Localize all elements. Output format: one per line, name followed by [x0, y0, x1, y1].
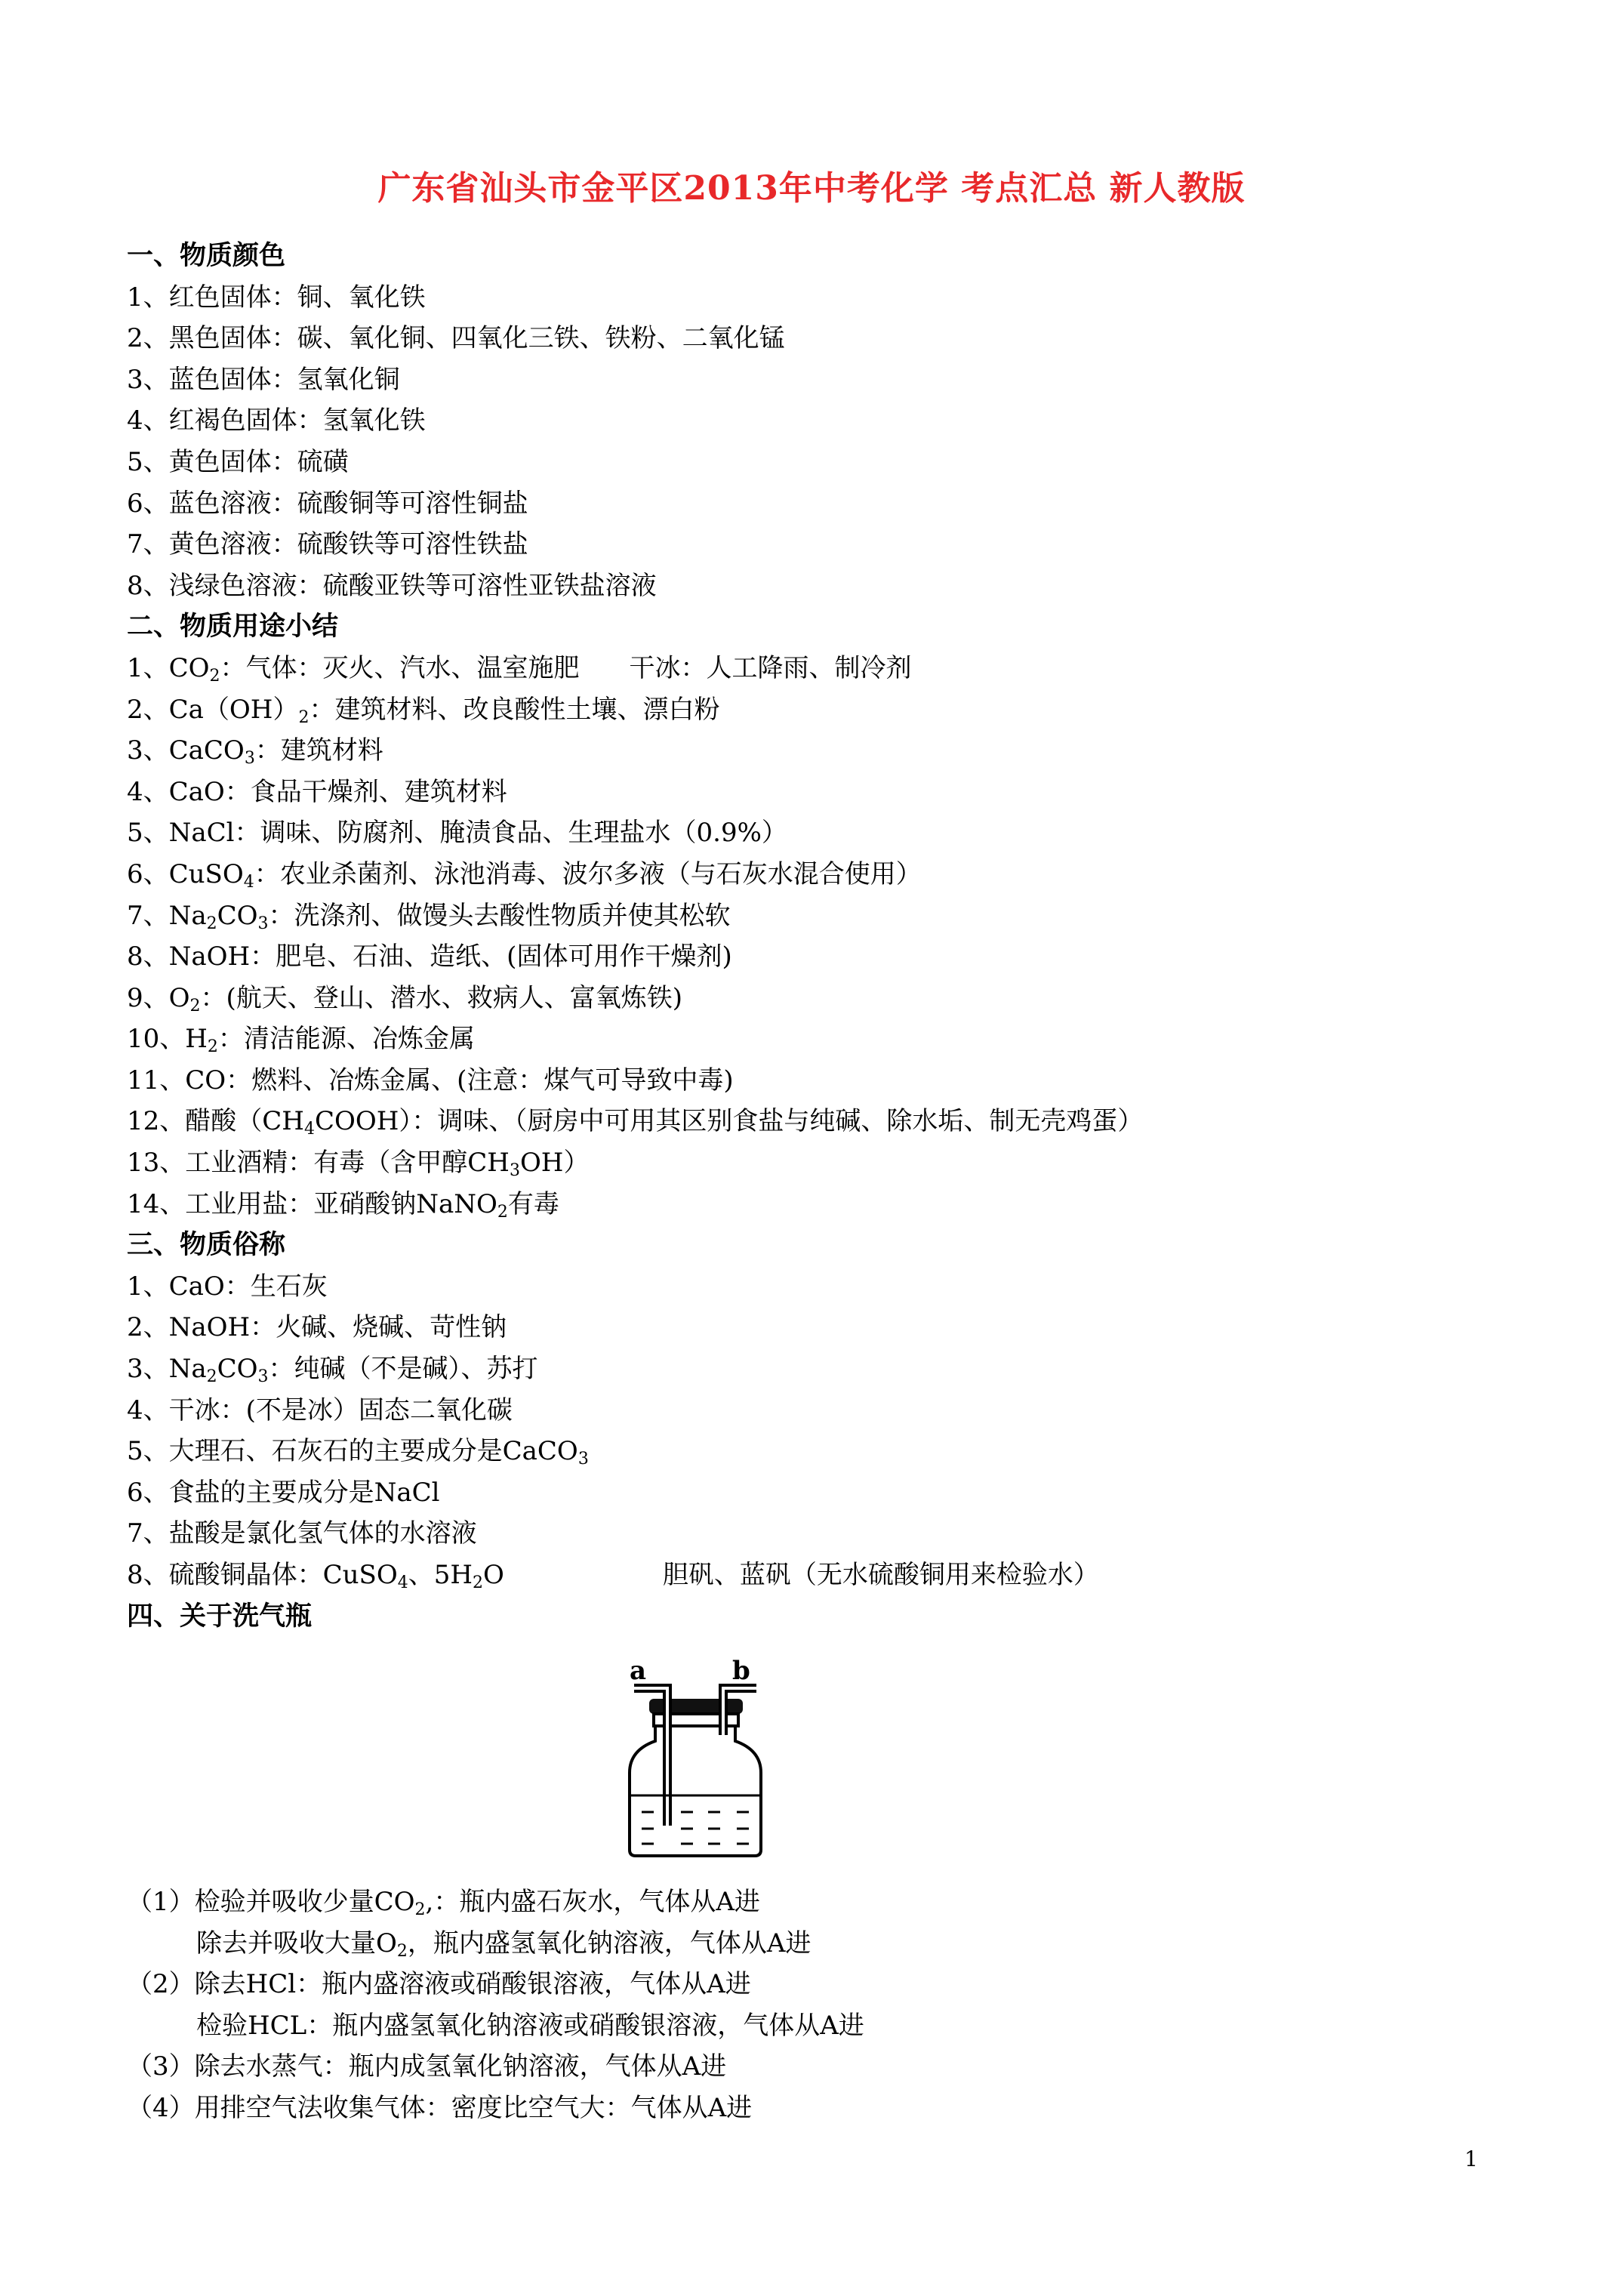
list-item: （1）检验并吸收少量$CO_2$,：瓶内盛石灰水，气体从A进 — [127, 1887, 760, 1919]
list-item: 8、浅绿色溶液：硫酸亚铁等可溶性亚铁盐溶液 — [127, 570, 657, 601]
list-item: 除去并吸收大量$O_2$，瓶内盛氢氧化钠溶液，气体从A进 — [196, 1928, 812, 1961]
list-item: 8、硫酸铜晶体：CuSO$_4$、$5H_2O$ 胆矾、蓝矾（无水硫酸铜用来检验水） — [127, 1560, 1099, 1592]
list-item: 9、$O_2$：(航天、登山、潜水、救病人、富氧炼铁) — [127, 982, 683, 1015]
list-item: 3、$Na_2CO_3$：纯碱（不是碱）、苏打 — [127, 1354, 538, 1387]
list-item: 2、黑色固体：碳、氧化铜、四氧化三铁、铁粉、二氧化锰 — [127, 323, 785, 354]
list-item: 1、红色固体：铜、氧化铁 — [127, 282, 426, 313]
list-item: 7、黄色溶液：硫酸铁等可溶性铁盐 — [127, 529, 528, 560]
list-item: 12、醋酸$(CH_4COOH)$：调味、（厨房中可用其区别食盐与纯碱、除水垢、制无壳鸡蛋） — [127, 1106, 1144, 1139]
list-item: 14、工业用盐：亚硝酸钠NaNO$_2$有毒 — [127, 1188, 559, 1222]
list-item: 4、CaO：食品干燥剂、建筑材料 — [127, 776, 507, 807]
list-item: 2、$Ca(OH)_2$：建筑材料、改良酸性土壤、漂白粉 — [127, 694, 720, 727]
list-item: 5、NaCl：调味、防腐剂、腌渍食品、生理盐水（0.9%） — [127, 818, 787, 849]
section-heading-common-names: 三、物质俗称 — [127, 1229, 286, 1261]
section-heading-colors: 一、物质颜色 — [127, 240, 286, 271]
document-title: 广东省汕头市金平区2013年中考化学 考点汇总 新人教版 — [377, 169, 1246, 208]
list-item: 6、食盐的主要成分是NaCl — [127, 1477, 440, 1508]
list-item: 4、红褐色固体：氢氧化铁 — [127, 405, 426, 436]
section-heading-gas-washing-bottle: 四、关于洗气瓶 — [127, 1600, 313, 1632]
list-item: 13、工业酒精：有毒（含甲醇$CH_3OH$） — [127, 1148, 590, 1181]
list-item: （3）除去水蒸气：瓶内成氢氧化钠溶液，气体从A进 — [127, 2051, 727, 2082]
list-item: 5、黄色固体：硫磺 — [127, 446, 349, 477]
list-item: 11、CO：燃料、冶炼金属、(注意：煤气可导致中毒) — [127, 1065, 734, 1096]
list-item: 3、蓝色固体：氢氧化铜 — [127, 364, 400, 395]
list-item: （4）用排空气法收集气体：密度比空气大：气体从A进 — [127, 2092, 753, 2123]
list-item: 6、CuSO$_4$：农业杀菌剂、泳池消毒、波尔多液（与石灰水混合使用） — [127, 858, 922, 892]
main-content — [127, 236, 1531, 1637]
list-item: 10、$H_2$：清洁能源、冶炼金属 — [127, 1024, 475, 1057]
list-item: 5、大理石、石灰石的主要成分是CaCO$_3$ — [127, 1436, 589, 1469]
page-number: 1 — [1464, 2147, 1478, 2171]
list-item: 7、盐酸是氯化氢气体的水溶液 — [127, 1518, 477, 1549]
gas-washing-bottle-figure — [624, 1652, 767, 1859]
label-b: b — [732, 1656, 750, 1686]
list-item: 3、CaCO$_3$：建筑材料 — [127, 735, 383, 769]
list-item: 7、$Na_2CO_3$：洗涤剂、做馒头去酸性物质并使其松软 — [127, 900, 731, 933]
list-item: （2）除去HCl：瓶内盛溶液或硝酸银溶液，气体从A进 — [127, 1969, 751, 2000]
list-item: 1、CaO：生石灰 — [127, 1271, 328, 1302]
list-item: 8、NaOH：肥皂、石油、造纸、(固体可用作干燥剂) — [127, 942, 732, 972]
washing-bottle-notes — [127, 1881, 864, 2129]
section-heading-uses: 二、物质用途小结 — [127, 611, 339, 643]
list-item: 检验HCL：瓶内盛氢氧化钠溶液或硝酸银溶液，气体从A进 — [196, 2010, 864, 2041]
list-item: 2、NaOH：火碱、烧碱、苛性钠 — [127, 1312, 507, 1343]
list-item: 6、蓝色溶液：硫酸铜等可溶性铜盐 — [127, 488, 528, 519]
list-item: 1、$CO_2$：气体：灭火、汽水、温室施肥 干冰：人工降雨、制冷剂 — [127, 652, 912, 686]
label-a: a — [630, 1656, 647, 1686]
list-item: 4、干冰：(不是冰）固态二氧化碳 — [127, 1395, 513, 1425]
